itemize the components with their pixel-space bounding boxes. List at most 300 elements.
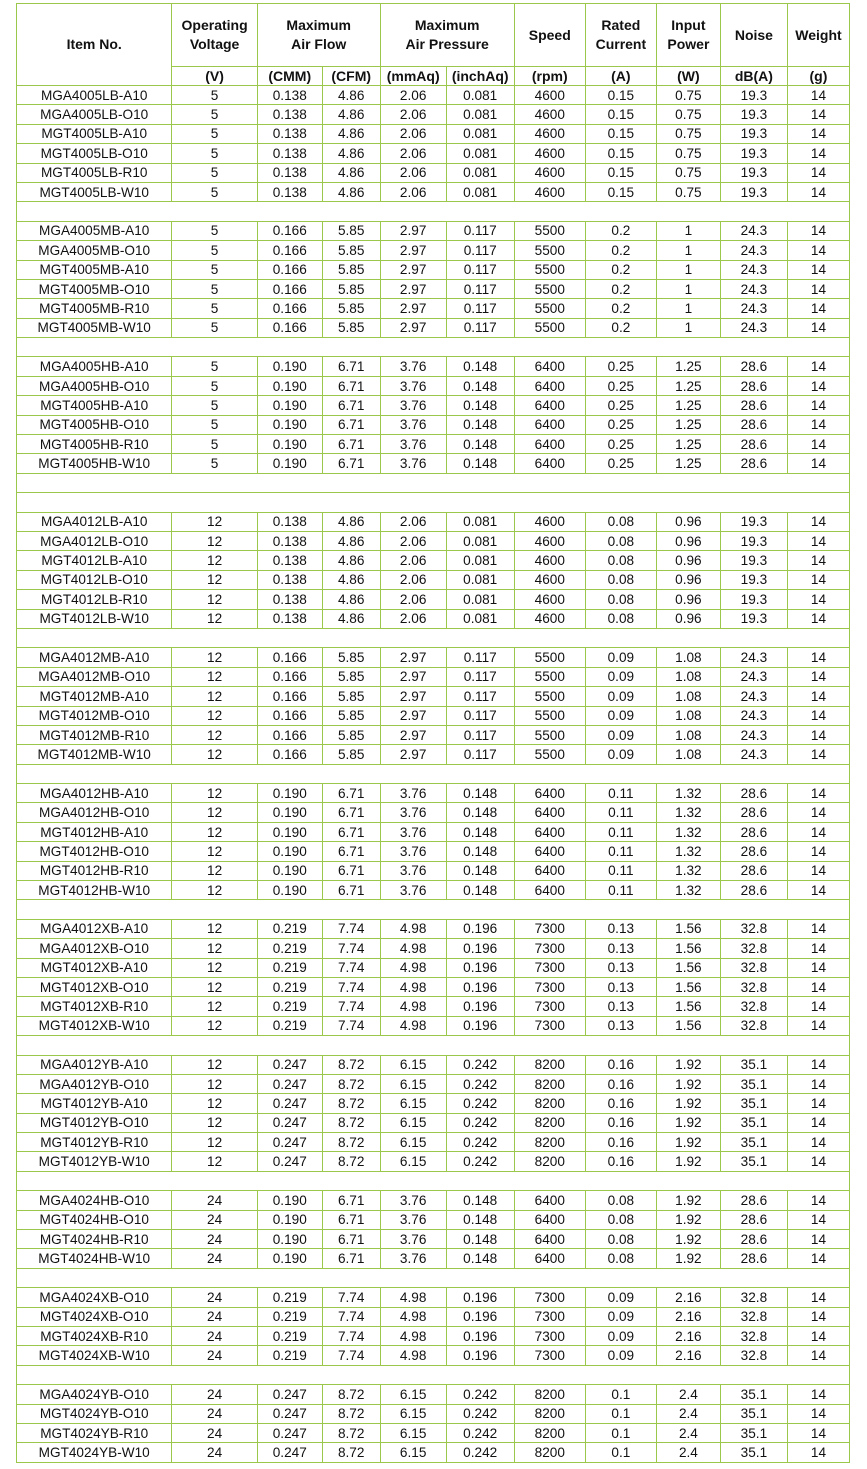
table-cell: 7300: [514, 1346, 585, 1365]
table-row: [17, 1152, 850, 1171]
table-cell: 0.25: [585, 454, 656, 473]
table-cell: 0.166: [257, 299, 322, 318]
table-cell: 12: [172, 977, 257, 996]
table-cell: 6400: [514, 396, 585, 415]
group-separator-row: [17, 1171, 850, 1190]
table-cell: 14: [787, 1230, 849, 1249]
table-cell: 28.6: [720, 435, 787, 454]
table-row: [17, 745, 850, 764]
table-row: [17, 1016, 850, 1035]
table-cell: 14: [787, 822, 849, 841]
table-cell: 14: [787, 124, 849, 143]
table-cell: 19.3: [720, 609, 787, 628]
table-cell: 2.97: [380, 706, 446, 725]
item-no-cell: MGT4012YB-A10: [17, 1094, 172, 1113]
table-row: [17, 318, 850, 337]
table-cell: 14: [787, 997, 849, 1016]
table-cell: 2.97: [380, 318, 446, 337]
table-cell: 4600: [514, 163, 585, 182]
table-cell: 4.98: [380, 1327, 446, 1346]
table-row: [17, 881, 850, 900]
table-cell: 8.72: [322, 1385, 380, 1404]
table-cell: 14: [787, 725, 849, 744]
table-cell: 7.74: [322, 1327, 380, 1346]
table-cell: 0.081: [446, 590, 514, 609]
table-cell: 2.97: [380, 221, 446, 240]
table-cell: 5: [172, 415, 257, 434]
table-cell: 0.15: [585, 86, 656, 105]
header-pressure-line1: Maximum: [414, 17, 480, 33]
table-cell: 1.92: [656, 1113, 720, 1132]
table-cell: 2.06: [380, 551, 446, 570]
table-cell: 1.92: [656, 1133, 720, 1152]
table-cell: 7300: [514, 1016, 585, 1035]
item-no-cell: MGT4012YB-R10: [17, 1133, 172, 1152]
table-cell: 3.76: [380, 396, 446, 415]
table-cell: 0.75: [656, 163, 720, 182]
table-cell: 0.15: [585, 105, 656, 124]
table-cell: 0.242: [446, 1152, 514, 1171]
item-no-cell: MGT4005HB-O10: [17, 415, 172, 434]
table-cell: 12: [172, 570, 257, 589]
table-cell: 35.1: [720, 1113, 787, 1132]
item-no-cell: MGA4005HB-O10: [17, 376, 172, 395]
table-cell: 0.242: [446, 1133, 514, 1152]
table-cell: 0.190: [257, 435, 322, 454]
table-cell: 7.74: [322, 997, 380, 1016]
item-no-cell: MGA4012MB-A10: [17, 648, 172, 667]
table-cell: 0.190: [257, 842, 322, 861]
separator-cell: [17, 1171, 850, 1190]
table-cell: 6400: [514, 376, 585, 395]
table-cell: 28.6: [720, 822, 787, 841]
table-cell: 0.117: [446, 667, 514, 686]
table-cell: 8200: [514, 1113, 585, 1132]
table-cell: 0.1: [585, 1404, 656, 1423]
table-cell: 5500: [514, 241, 585, 260]
table-cell: 4600: [514, 590, 585, 609]
header-voltage-line1: Operating: [181, 17, 248, 33]
table-cell: 0.25: [585, 435, 656, 454]
table-cell: 6400: [514, 784, 585, 803]
table-cell: 1.92: [656, 1152, 720, 1171]
table-row: [17, 822, 850, 841]
table-cell: 0.196: [446, 919, 514, 938]
table-cell: 0.09: [585, 687, 656, 706]
table-cell: 4600: [514, 531, 585, 550]
item-no-cell: MGA4012HB-O10: [17, 803, 172, 822]
table-cell: 19.3: [720, 551, 787, 570]
table-cell: 5: [172, 124, 257, 143]
table-cell: 0.081: [446, 531, 514, 550]
table-cell: 0.138: [257, 124, 322, 143]
table-cell: 24.3: [720, 706, 787, 725]
table-cell: 8200: [514, 1385, 585, 1404]
table-cell: 2.06: [380, 182, 446, 201]
table-cell: 5: [172, 396, 257, 415]
table-cell: 0.08: [585, 609, 656, 628]
table-cell: 3.76: [380, 784, 446, 803]
table-cell: 8.72: [322, 1074, 380, 1093]
table-cell: 12: [172, 919, 257, 938]
table-cell: 12: [172, 551, 257, 570]
table-cell: 5: [172, 241, 257, 260]
table-cell: 2.97: [380, 667, 446, 686]
item-no-cell: MGT4024XB-R10: [17, 1327, 172, 1346]
table-cell: 6.15: [380, 1055, 446, 1074]
table-cell: 0.190: [257, 415, 322, 434]
group-separator-row: [17, 764, 850, 783]
table-cell: 0.196: [446, 1346, 514, 1365]
table-cell: 5500: [514, 299, 585, 318]
table-cell: 0.242: [446, 1443, 514, 1462]
table-cell: 14: [787, 590, 849, 609]
table-cell: 28.6: [720, 1191, 787, 1210]
item-no-cell: MGT4005MB-R10: [17, 299, 172, 318]
table-cell: 2.4: [656, 1404, 720, 1423]
table-cell: 3.76: [380, 861, 446, 880]
table-cell: 0.081: [446, 86, 514, 105]
table-cell: 5: [172, 163, 257, 182]
table-cell: 14: [787, 1327, 849, 1346]
table-cell: 14: [787, 1443, 849, 1462]
table-cell: 1.92: [656, 1249, 720, 1268]
table-cell: 4.98: [380, 1288, 446, 1307]
unit-cell: dB(A): [720, 67, 787, 86]
table-cell: 0.13: [585, 1016, 656, 1035]
table-cell: 0.196: [446, 997, 514, 1016]
table-cell: 4.86: [322, 512, 380, 531]
table-cell: 35.1: [720, 1385, 787, 1404]
table-cell: 14: [787, 279, 849, 298]
table-cell: 35.1: [720, 1152, 787, 1171]
spec-sheet: [16, 3, 850, 1463]
table-cell: 4.86: [322, 590, 380, 609]
unit-cell: (A): [585, 67, 656, 86]
table-cell: 6.15: [380, 1443, 446, 1462]
table-cell: 0.219: [257, 1016, 322, 1035]
table-cell: 24.3: [720, 687, 787, 706]
unit-cell: (CMM): [257, 67, 322, 86]
table-cell: 0.196: [446, 1307, 514, 1326]
table-cell: 0.242: [446, 1404, 514, 1423]
table-cell: 5: [172, 86, 257, 105]
table-cell: 0.138: [257, 182, 322, 201]
table-cell: 0.117: [446, 279, 514, 298]
table-cell: 2.97: [380, 279, 446, 298]
table-cell: 1.56: [656, 939, 720, 958]
table-cell: 4600: [514, 609, 585, 628]
item-no-cell: MGT4012XB-A10: [17, 958, 172, 977]
table-cell: 1.56: [656, 919, 720, 938]
item-no-cell: MGT4012XB-W10: [17, 1016, 172, 1035]
table-cell: 0.2: [585, 241, 656, 260]
table-cell: 24.3: [720, 241, 787, 260]
table-cell: 0.2: [585, 260, 656, 279]
table-cell: 12: [172, 1152, 257, 1171]
table-cell: 0.247: [257, 1404, 322, 1423]
table-cell: 6.15: [380, 1385, 446, 1404]
table-cell: 2.97: [380, 260, 446, 279]
table-cell: 0.117: [446, 687, 514, 706]
table-cell: 0.148: [446, 376, 514, 395]
table-cell: 14: [787, 454, 849, 473]
table-cell: 7300: [514, 939, 585, 958]
table-cell: 1.08: [656, 706, 720, 725]
table-cell: 5: [172, 376, 257, 395]
table-cell: 0.75: [656, 144, 720, 163]
table-cell: 6.15: [380, 1423, 446, 1442]
item-no-cell: MGT4012HB-O10: [17, 842, 172, 861]
table-cell: 2.16: [656, 1288, 720, 1307]
table-cell: 14: [787, 163, 849, 182]
table-cell: 28.6: [720, 396, 787, 415]
table-cell: 4.98: [380, 1346, 446, 1365]
item-no-cell: MGT4012MB-R10: [17, 725, 172, 744]
table-cell: 8200: [514, 1443, 585, 1462]
table-cell: 2.06: [380, 105, 446, 124]
table-cell: 0.117: [446, 318, 514, 337]
table-cell: 0.196: [446, 1327, 514, 1346]
separator-cell: [17, 493, 850, 512]
table-cell: 4.86: [322, 609, 380, 628]
table-cell: 32.8: [720, 1307, 787, 1326]
table-cell: 0.75: [656, 105, 720, 124]
table-cell: 0.166: [257, 241, 322, 260]
table-row: [17, 706, 850, 725]
table-cell: 4600: [514, 570, 585, 589]
table-cell: 35.1: [720, 1404, 787, 1423]
table-cell: 2.97: [380, 241, 446, 260]
table-cell: 3.76: [380, 842, 446, 861]
table-cell: 2.4: [656, 1423, 720, 1442]
table-cell: 28.6: [720, 1210, 787, 1229]
header-row: [17, 4, 850, 67]
table-row: [17, 977, 850, 996]
item-no-cell: MGA4012YB-O10: [17, 1074, 172, 1093]
table-cell: 12: [172, 822, 257, 841]
table-cell: 0.081: [446, 182, 514, 201]
table-cell: 14: [787, 1423, 849, 1442]
table-row: [17, 609, 850, 628]
table-cell: 14: [787, 939, 849, 958]
table-cell: 28.6: [720, 861, 787, 880]
table-cell: 0.16: [585, 1094, 656, 1113]
table-cell: 1.08: [656, 648, 720, 667]
table-cell: 12: [172, 590, 257, 609]
table-cell: 0.166: [257, 745, 322, 764]
separator-cell: [17, 473, 850, 492]
header-speed: [514, 4, 585, 67]
table-cell: 0.09: [585, 648, 656, 667]
table-cell: 2.16: [656, 1346, 720, 1365]
table-cell: 32.8: [720, 1327, 787, 1346]
table-row: [17, 1230, 850, 1249]
table-cell: 12: [172, 997, 257, 1016]
table-cell: 0.190: [257, 881, 322, 900]
table-cell: 0.09: [585, 1307, 656, 1326]
table-cell: 24: [172, 1230, 257, 1249]
item-no-cell: MGA4005HB-A10: [17, 357, 172, 376]
table-cell: 0.16: [585, 1113, 656, 1132]
table-cell: 0.219: [257, 958, 322, 977]
table-cell: 6.71: [322, 1210, 380, 1229]
item-no-cell: MGT4012HB-A10: [17, 822, 172, 841]
table-cell: 0.247: [257, 1443, 322, 1462]
table-cell: 35.1: [720, 1423, 787, 1442]
table-cell: 1.32: [656, 861, 720, 880]
table-cell: 0.11: [585, 881, 656, 900]
table-cell: 1.92: [656, 1074, 720, 1093]
separator-cell: [17, 338, 850, 357]
table-cell: 8200: [514, 1055, 585, 1074]
table-cell: 12: [172, 609, 257, 628]
table-cell: 0.247: [257, 1094, 322, 1113]
table-cell: 32.8: [720, 919, 787, 938]
table-row: [17, 784, 850, 803]
table-cell: 0.081: [446, 512, 514, 531]
table-cell: 2.06: [380, 590, 446, 609]
table-cell: 14: [787, 667, 849, 686]
table-cell: 6400: [514, 454, 585, 473]
table-cell: 8200: [514, 1152, 585, 1171]
table-row: [17, 1307, 850, 1326]
table-row: [17, 241, 850, 260]
item-no-cell: MGA4005LB-O10: [17, 105, 172, 124]
table-cell: 14: [787, 512, 849, 531]
item-no-cell: MGT4012MB-A10: [17, 687, 172, 706]
table-cell: 0.166: [257, 279, 322, 298]
group-separator-row: [17, 1365, 850, 1384]
table-cell: 24.3: [720, 299, 787, 318]
table-cell: 28.6: [720, 454, 787, 473]
table-cell: 0.08: [585, 551, 656, 570]
table-cell: 0.247: [257, 1385, 322, 1404]
table-cell: 1.92: [656, 1055, 720, 1074]
table-cell: 1: [656, 260, 720, 279]
table-cell: 0.11: [585, 784, 656, 803]
item-no-cell: MGT4005LB-O10: [17, 144, 172, 163]
table-cell: 12: [172, 939, 257, 958]
item-no-cell: MGT4024YB-R10: [17, 1423, 172, 1442]
table-cell: 1.25: [656, 357, 720, 376]
table-row: [17, 687, 850, 706]
table-cell: 14: [787, 1307, 849, 1326]
item-no-cell: MGT4005LB-W10: [17, 182, 172, 201]
table-cell: 0.09: [585, 725, 656, 744]
item-no-cell: MGT4005LB-R10: [17, 163, 172, 182]
table-cell: 0.09: [585, 667, 656, 686]
table-cell: 24: [172, 1191, 257, 1210]
table-cell: 3.76: [380, 1230, 446, 1249]
table-cell: 0.242: [446, 1094, 514, 1113]
table-cell: 4600: [514, 86, 585, 105]
header-voltage: [172, 4, 257, 67]
table-cell: 0.138: [257, 531, 322, 550]
table-cell: 14: [787, 318, 849, 337]
table-row: [17, 1249, 850, 1268]
item-no-cell: MGA4024YB-O10: [17, 1385, 172, 1404]
table-cell: 8.72: [322, 1094, 380, 1113]
table-cell: 0.190: [257, 803, 322, 822]
table-cell: 0.138: [257, 609, 322, 628]
table-row: [17, 144, 850, 163]
table-row: [17, 1443, 850, 1462]
item-no-cell: MGT4005HB-W10: [17, 454, 172, 473]
table-cell: 14: [787, 182, 849, 201]
table-row: [17, 221, 850, 240]
header-power-line2: Power: [667, 36, 710, 52]
table-cell: 0.166: [257, 260, 322, 279]
table-cell: 14: [787, 144, 849, 163]
table-row: [17, 1210, 850, 1229]
item-no-cell: MGT4024XB-O10: [17, 1307, 172, 1326]
table-cell: 0.09: [585, 706, 656, 725]
table-cell: 0.117: [446, 648, 514, 667]
table-row: [17, 1423, 850, 1442]
table-cell: 28.6: [720, 881, 787, 900]
table-cell: 12: [172, 512, 257, 531]
table-cell: 24: [172, 1210, 257, 1229]
table-row: [17, 1404, 850, 1423]
table-cell: 14: [787, 221, 849, 240]
table-cell: 19.3: [720, 590, 787, 609]
table-cell: 0.15: [585, 182, 656, 201]
table-cell: 24: [172, 1443, 257, 1462]
table-cell: 14: [787, 1288, 849, 1307]
table-body: [17, 86, 850, 1463]
table-cell: 7300: [514, 1327, 585, 1346]
table-cell: 35.1: [720, 1443, 787, 1462]
table-cell: 7.74: [322, 958, 380, 977]
table-cell: 0.190: [257, 861, 322, 880]
table-cell: 2.06: [380, 163, 446, 182]
table-cell: 0.117: [446, 299, 514, 318]
header-pressure-line2: Air Pressure: [405, 36, 489, 52]
header-speed-label: Speed: [528, 26, 571, 43]
table-cell: 8.72: [322, 1133, 380, 1152]
table-cell: 0.2: [585, 221, 656, 240]
table-cell: 12: [172, 842, 257, 861]
table-row: [17, 1191, 850, 1210]
table-row: [17, 1133, 850, 1152]
table-cell: 7300: [514, 977, 585, 996]
table-cell: 0.148: [446, 1210, 514, 1229]
table-cell: 0.11: [585, 803, 656, 822]
table-cell: 35.1: [720, 1133, 787, 1152]
header-voltage-line2: Voltage: [189, 36, 240, 52]
table-row: [17, 1055, 850, 1074]
table-cell: 28.6: [720, 784, 787, 803]
table-cell: 5: [172, 357, 257, 376]
table-cell: 0.219: [257, 1327, 322, 1346]
table-cell: 0.148: [446, 822, 514, 841]
table-cell: 3.76: [380, 454, 446, 473]
table-cell: 7300: [514, 1307, 585, 1326]
table-cell: 0.138: [257, 105, 322, 124]
table-cell: 3.76: [380, 1249, 446, 1268]
table-cell: 14: [787, 1016, 849, 1035]
table-cell: 0.75: [656, 182, 720, 201]
table-cell: 0.08: [585, 570, 656, 589]
table-cell: 14: [787, 842, 849, 861]
header-power: [656, 4, 720, 67]
group-separator-row: [17, 338, 850, 357]
table-cell: 4.98: [380, 958, 446, 977]
table-cell: 32.8: [720, 1288, 787, 1307]
table-cell: 5.85: [322, 241, 380, 260]
table-cell: 8200: [514, 1133, 585, 1152]
